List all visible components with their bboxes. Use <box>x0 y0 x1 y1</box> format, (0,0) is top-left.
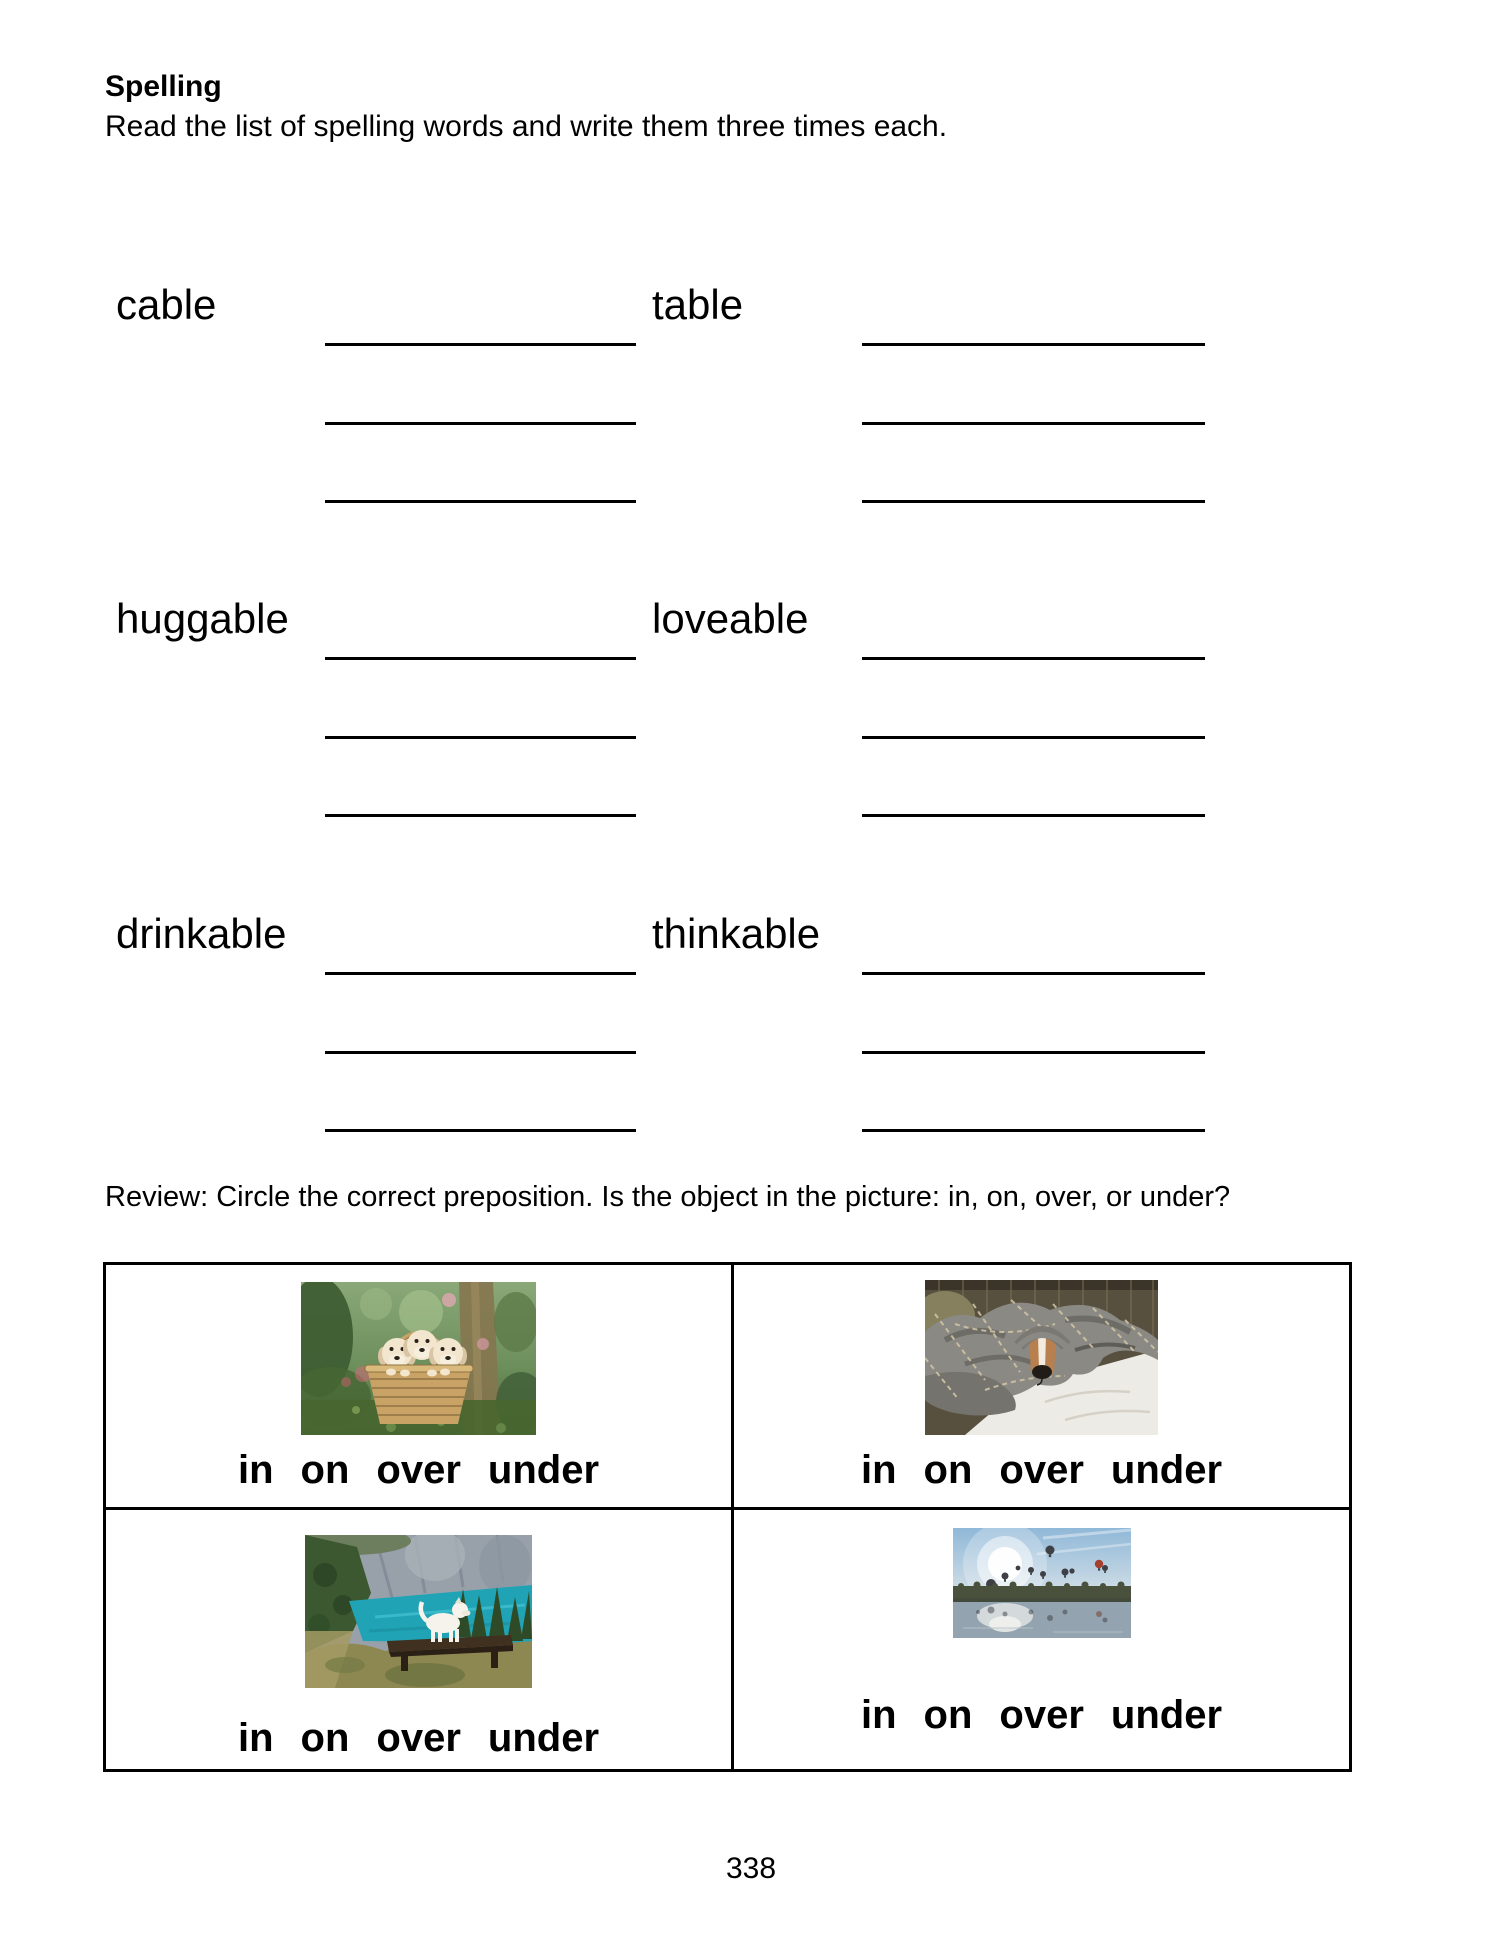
writing-line[interactable] <box>862 972 1205 975</box>
writing-line[interactable] <box>862 1129 1205 1132</box>
option-over[interactable]: over <box>376 1716 461 1760</box>
option-under[interactable]: under <box>1110 1448 1223 1492</box>
option-over[interactable]: over <box>376 1448 461 1492</box>
option-in[interactable]: in <box>860 1693 897 1737</box>
option-under[interactable]: under <box>1110 1693 1223 1737</box>
writing-line[interactable] <box>325 343 636 346</box>
preposition-options <box>861 1447 1222 1493</box>
puppies-in-basket-photo <box>301 1282 536 1435</box>
preposition-options <box>238 1715 599 1761</box>
writing-line[interactable] <box>325 1051 636 1054</box>
writing-line[interactable] <box>325 657 636 660</box>
writing-line[interactable] <box>325 972 636 975</box>
writing-line[interactable] <box>862 1051 1205 1054</box>
option-under[interactable]: under <box>487 1716 600 1760</box>
spelling-word-table: table <box>652 281 744 328</box>
preposition-table <box>103 1262 1352 1772</box>
writing-line[interactable] <box>862 657 1205 660</box>
page-number: 338 <box>725 1852 777 1885</box>
preposition-options <box>238 1447 599 1493</box>
spelling-instructions: Read the list of spelling words and write them three times each. <box>105 110 948 143</box>
option-on[interactable]: on <box>923 1448 973 1492</box>
dog-on-bench-photo <box>305 1535 532 1688</box>
option-under[interactable]: under <box>487 1448 600 1492</box>
balloons-over-lake-photo <box>953 1528 1131 1638</box>
review-cell-blanket-dog <box>734 1265 1349 1510</box>
writing-line[interactable] <box>862 500 1205 503</box>
writing-line[interactable] <box>862 422 1205 425</box>
review-cell-bench-dog <box>106 1510 734 1769</box>
option-on[interactable]: on <box>923 1693 973 1737</box>
writing-line[interactable] <box>862 814 1205 817</box>
spelling-word-drinkable: drinkable <box>116 910 287 957</box>
review-cell-puppies <box>106 1265 734 1510</box>
spelling-word-cable: cable <box>116 281 217 328</box>
option-in[interactable]: in <box>860 1448 897 1492</box>
option-in[interactable]: in <box>237 1716 274 1760</box>
dog-under-blanket-photo <box>925 1280 1158 1435</box>
review-cell-balloons <box>734 1510 1349 1769</box>
writing-line[interactable] <box>325 1129 636 1132</box>
writing-line[interactable] <box>862 343 1205 346</box>
writing-line[interactable] <box>325 500 636 503</box>
option-on[interactable]: on <box>300 1448 350 1492</box>
writing-line[interactable] <box>862 736 1205 739</box>
spelling-word-thinkable: thinkable <box>652 910 821 957</box>
section-title: Spelling <box>105 70 222 103</box>
option-on[interactable]: on <box>300 1716 350 1760</box>
spelling-word-huggable: huggable <box>116 595 289 642</box>
option-over[interactable]: over <box>999 1693 1084 1737</box>
writing-line[interactable] <box>325 736 636 739</box>
preposition-options <box>861 1692 1222 1738</box>
review-instructions: Review: Circle the correct preposition. Is the object in the picture: in, on, over, or under? <box>105 1181 1231 1213</box>
option-over[interactable]: over <box>999 1448 1084 1492</box>
option-in[interactable]: in <box>237 1448 274 1492</box>
spelling-word-loveable: loveable <box>652 595 809 642</box>
writing-line[interactable] <box>325 814 636 817</box>
writing-line[interactable] <box>325 422 636 425</box>
